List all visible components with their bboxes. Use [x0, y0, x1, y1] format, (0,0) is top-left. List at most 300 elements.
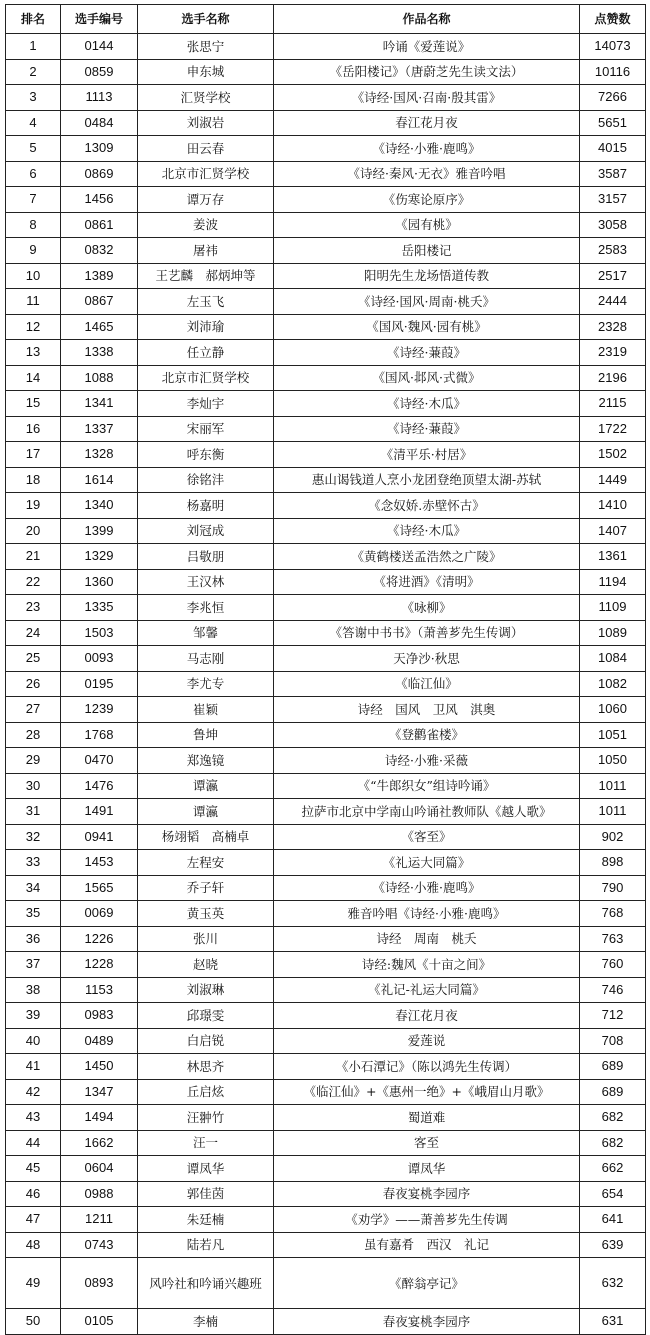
work-title-cell: 《诗经·秦风·无衣》雅音吟唱: [274, 161, 580, 187]
work-title-cell: 《诗经·蒹葭》: [274, 340, 580, 366]
work-title-cell: 《岳阳楼记》（唐蔚芝先生读文法）: [274, 59, 580, 85]
work-title-cell: 天净沙·秋思: [274, 646, 580, 672]
likes-count-cell: 2517: [580, 263, 646, 289]
table-row: [6, 569, 646, 595]
likes-count-cell: 763: [580, 926, 646, 952]
contestant-id-cell: 1329: [61, 544, 138, 570]
work-title-cell: 《答谢中书书》（萧善芗先生传调）: [274, 620, 580, 646]
contestant-name-cell: 马志刚: [138, 646, 274, 672]
table-row: [6, 314, 646, 340]
rank-cell: 7: [6, 187, 61, 213]
rank-cell: 27: [6, 697, 61, 723]
work-title-cell: 《黄鹤楼送孟浩然之广陵》: [274, 544, 580, 570]
rank-cell: 24: [6, 620, 61, 646]
rank-cell: 20: [6, 518, 61, 544]
work-title-cell: 春夜宴桃李园序: [274, 1309, 580, 1335]
table-row: [6, 85, 646, 111]
work-title-cell: 《将进酒》《清明》: [274, 569, 580, 595]
table-row: [6, 263, 646, 289]
rank-cell: 23: [6, 595, 61, 621]
table-row: [6, 1232, 646, 1258]
contestant-id-cell: 0069: [61, 901, 138, 927]
rank-cell: 25: [6, 646, 61, 672]
work-title-cell: 《国风·邶风·式微》: [274, 365, 580, 391]
table-row: [6, 748, 646, 774]
contestant-id-cell: 1476: [61, 773, 138, 799]
contestant-id-cell: 0489: [61, 1028, 138, 1054]
work-title-cell: 春江花月夜: [274, 1003, 580, 1029]
contestant-id-cell: 1465: [61, 314, 138, 340]
contestant-id-cell: 0941: [61, 824, 138, 850]
table-row: [6, 595, 646, 621]
likes-count-cell: 746: [580, 977, 646, 1003]
rank-cell: 33: [6, 850, 61, 876]
contestant-name-cell: 李兆恒: [138, 595, 274, 621]
contestant-id-cell: 0484: [61, 110, 138, 136]
likes-count-cell: 1060: [580, 697, 646, 723]
table-row: [6, 697, 646, 723]
rank-cell: 28: [6, 722, 61, 748]
likes-count-cell: 7266: [580, 85, 646, 111]
rank-cell: 21: [6, 544, 61, 570]
rank-cell: 22: [6, 569, 61, 595]
contestant-name-cell: 杨嘉明: [138, 493, 274, 519]
likes-count-cell: 712: [580, 1003, 646, 1029]
contestant-id-cell: 1341: [61, 391, 138, 417]
work-title-cell: 《登鹳雀楼》: [274, 722, 580, 748]
likes-count-cell: 1011: [580, 799, 646, 825]
contestant-id-cell: 1491: [61, 799, 138, 825]
contestant-id-cell: 1328: [61, 442, 138, 468]
header-rank: 排名: [6, 5, 61, 34]
contestant-id-cell: 1226: [61, 926, 138, 952]
rank-cell: 44: [6, 1130, 61, 1156]
work-title-cell: 《念奴娇.赤壁怀古》: [274, 493, 580, 519]
likes-count-cell: 768: [580, 901, 646, 927]
rank-cell: 47: [6, 1207, 61, 1233]
work-title-cell: 《国风·魏风·园有桃》: [274, 314, 580, 340]
contestant-name-cell: 郭佳茵: [138, 1181, 274, 1207]
contestant-id-cell: 1309: [61, 136, 138, 162]
table-row: [6, 1181, 646, 1207]
rank-cell: 4: [6, 110, 61, 136]
work-title-cell: 诗经·小雅·采薇: [274, 748, 580, 774]
likes-count-cell: 898: [580, 850, 646, 876]
rank-cell: 32: [6, 824, 61, 850]
contestant-name-cell: 鲁坤: [138, 722, 274, 748]
header-work-title: 作品名称: [274, 5, 580, 34]
table-row: [6, 391, 646, 417]
rank-cell: 35: [6, 901, 61, 927]
work-title-cell: 诗经:魏风《十亩之间》: [274, 952, 580, 978]
table-row: [6, 161, 646, 187]
rank-cell: 45: [6, 1156, 61, 1182]
likes-count-cell: 1194: [580, 569, 646, 595]
table-row: [6, 646, 646, 672]
contestant-name-cell: 任立静: [138, 340, 274, 366]
contestant-name-cell: 王汉林: [138, 569, 274, 595]
contestant-name-cell: 风吟社和吟诵兴趣班: [138, 1258, 274, 1309]
likes-count-cell: 5651: [580, 110, 646, 136]
contestant-id-cell: 1340: [61, 493, 138, 519]
likes-count-cell: 1410: [580, 493, 646, 519]
ranking-table: [5, 4, 646, 1335]
work-title-cell: 《伤寒论原序》: [274, 187, 580, 213]
work-title-cell: 《礼记-礼运大同篇》: [274, 977, 580, 1003]
contestant-name-cell: 李楠: [138, 1309, 274, 1335]
rank-cell: 38: [6, 977, 61, 1003]
work-title-cell: 《劝学》——萧善芗先生传调: [274, 1207, 580, 1233]
work-title-cell: 《诗经·木瓜》: [274, 518, 580, 544]
likes-count-cell: 1502: [580, 442, 646, 468]
contestant-id-cell: 0093: [61, 646, 138, 672]
table-row: [6, 136, 646, 162]
rank-cell: 16: [6, 416, 61, 442]
table-row: [6, 722, 646, 748]
rank-cell: 39: [6, 1003, 61, 1029]
contestant-name-cell: 刘淑琳: [138, 977, 274, 1003]
table-row: [6, 773, 646, 799]
contestant-id-cell: 0743: [61, 1232, 138, 1258]
work-title-cell: 《诗经·国风·周南·桃夭》: [274, 289, 580, 315]
likes-count-cell: 10116: [580, 59, 646, 85]
contestant-name-cell: 李灿宇: [138, 391, 274, 417]
table-row: [6, 1054, 646, 1080]
likes-count-cell: 689: [580, 1054, 646, 1080]
rank-cell: 13: [6, 340, 61, 366]
contestant-id-cell: 0861: [61, 212, 138, 238]
rank-cell: 3: [6, 85, 61, 111]
contestant-name-cell: 姜波: [138, 212, 274, 238]
table-row: [6, 493, 646, 519]
contestant-id-cell: 1338: [61, 340, 138, 366]
header-likes: 点赞数: [580, 5, 646, 34]
rank-cell: 31: [6, 799, 61, 825]
contestant-id-cell: 1228: [61, 952, 138, 978]
table-row: [6, 875, 646, 901]
table-row: [6, 110, 646, 136]
contestant-name-cell: 呼东衡: [138, 442, 274, 468]
work-title-cell: 《临江仙》: [274, 671, 580, 697]
contestant-id-cell: 1768: [61, 722, 138, 748]
likes-count-cell: 790: [580, 875, 646, 901]
likes-count-cell: 1089: [580, 620, 646, 646]
rank-cell: 11: [6, 289, 61, 315]
contestant-id-cell: 1662: [61, 1130, 138, 1156]
likes-count-cell: 1051: [580, 722, 646, 748]
work-title-cell: 《诗经·木瓜》: [274, 391, 580, 417]
table-row: [6, 467, 646, 493]
work-title-cell: 蜀道难: [274, 1105, 580, 1131]
likes-count-cell: 2583: [580, 238, 646, 264]
work-title-cell: 《诗经·小雅·鹿鸣》: [274, 136, 580, 162]
table-row: [6, 289, 646, 315]
likes-count-cell: 708: [580, 1028, 646, 1054]
contestant-name-cell: 汪翀竹: [138, 1105, 274, 1131]
likes-count-cell: 639: [580, 1232, 646, 1258]
work-title-cell: 春江花月夜: [274, 110, 580, 136]
contestant-id-cell: 0859: [61, 59, 138, 85]
work-title-cell: 吟诵《爱莲说》: [274, 34, 580, 60]
table-row: [6, 34, 646, 60]
contestant-id-cell: 1614: [61, 467, 138, 493]
work-title-cell: 诗经 周南 桃夭: [274, 926, 580, 952]
contestant-name-cell: 杨翊韬 高楠卓: [138, 824, 274, 850]
likes-count-cell: 3157: [580, 187, 646, 213]
rank-cell: 37: [6, 952, 61, 978]
contestant-id-cell: 0869: [61, 161, 138, 187]
contestant-id-cell: 0604: [61, 1156, 138, 1182]
work-title-cell: 惠山谒钱道人烹小龙团登绝顶望太湖-苏轼: [274, 467, 580, 493]
table-row: [6, 1156, 646, 1182]
table-body: [6, 34, 646, 1335]
rank-cell: 15: [6, 391, 61, 417]
likes-count-cell: 1084: [580, 646, 646, 672]
likes-count-cell: 1011: [580, 773, 646, 799]
table-row: [6, 926, 646, 952]
table-row: [6, 1028, 646, 1054]
contestant-name-cell: 谭瀛: [138, 799, 274, 825]
likes-count-cell: 1722: [580, 416, 646, 442]
table-row: [6, 1003, 646, 1029]
contestant-id-cell: 1503: [61, 620, 138, 646]
rank-cell: 43: [6, 1105, 61, 1131]
table-row: [6, 620, 646, 646]
work-title-cell: 《“牛郎织女”组诗吟诵》: [274, 773, 580, 799]
contestant-name-cell: 崔颖: [138, 697, 274, 723]
contestant-id-cell: 0832: [61, 238, 138, 264]
table-row: [6, 544, 646, 570]
likes-count-cell: 2328: [580, 314, 646, 340]
work-title-cell: 《醉翁亭记》: [274, 1258, 580, 1309]
contestant-name-cell: 黄玉英: [138, 901, 274, 927]
table-row: [6, 1309, 646, 1335]
table-row: [6, 212, 646, 238]
rank-cell: 2: [6, 59, 61, 85]
contestant-name-cell: 田云春: [138, 136, 274, 162]
contestant-name-cell: 邱璟雯: [138, 1003, 274, 1029]
contestant-id-cell: 1453: [61, 850, 138, 876]
rank-cell: 6: [6, 161, 61, 187]
likes-count-cell: 662: [580, 1156, 646, 1182]
contestant-name-cell: 汪一: [138, 1130, 274, 1156]
contestant-id-cell: 1239: [61, 697, 138, 723]
contestant-id-cell: 1565: [61, 875, 138, 901]
rank-cell: 42: [6, 1079, 61, 1105]
rank-cell: 34: [6, 875, 61, 901]
rank-cell: 36: [6, 926, 61, 952]
likes-count-cell: 2444: [580, 289, 646, 315]
contestant-name-cell: 乔子轩: [138, 875, 274, 901]
work-title-cell: 拉萨市北京中学南山吟诵社教师队《越人歌》: [274, 799, 580, 825]
work-title-cell: 爱莲说: [274, 1028, 580, 1054]
table-row: [6, 238, 646, 264]
contestant-id-cell: 1113: [61, 85, 138, 111]
contestant-name-cell: 赵晓: [138, 952, 274, 978]
contestant-name-cell: 汇贤学校: [138, 85, 274, 111]
likes-count-cell: 1361: [580, 544, 646, 570]
likes-count-cell: 14073: [580, 34, 646, 60]
likes-count-cell: 4015: [580, 136, 646, 162]
contestant-id-cell: 0983: [61, 1003, 138, 1029]
contestant-name-cell: 邹馨: [138, 620, 274, 646]
likes-count-cell: 1082: [580, 671, 646, 697]
contestant-name-cell: 陆若凡: [138, 1232, 274, 1258]
work-title-cell: 岳阳楼记: [274, 238, 580, 264]
contestant-name-cell: 朱廷楠: [138, 1207, 274, 1233]
header-row: [6, 5, 646, 34]
rank-cell: 5: [6, 136, 61, 162]
work-title-cell: 客至: [274, 1130, 580, 1156]
contestant-id-cell: 1389: [61, 263, 138, 289]
work-title-cell: 《礼运大同篇》: [274, 850, 580, 876]
contestant-id-cell: 0470: [61, 748, 138, 774]
contestant-name-cell: 谭凤华: [138, 1156, 274, 1182]
contestant-id-cell: 1211: [61, 1207, 138, 1233]
contestant-name-cell: 林思齐: [138, 1054, 274, 1080]
likes-count-cell: 760: [580, 952, 646, 978]
contestant-id-cell: 1337: [61, 416, 138, 442]
table-row: [6, 799, 646, 825]
contestant-name-cell: 白启锐: [138, 1028, 274, 1054]
likes-count-cell: 1050: [580, 748, 646, 774]
table-row: [6, 671, 646, 697]
rank-cell: 19: [6, 493, 61, 519]
contestant-name-cell: 宋丽军: [138, 416, 274, 442]
table-row: [6, 977, 646, 1003]
contestant-id-cell: 0867: [61, 289, 138, 315]
work-title-cell: 《园有桃》: [274, 212, 580, 238]
likes-count-cell: 2319: [580, 340, 646, 366]
contestant-id-cell: 1335: [61, 595, 138, 621]
work-title-cell: 雅音吟唱《诗经·小雅·鹿鸣》: [274, 901, 580, 927]
contestant-name-cell: 屠祎: [138, 238, 274, 264]
likes-count-cell: 631: [580, 1309, 646, 1335]
contestant-id-cell: 1456: [61, 187, 138, 213]
contestant-name-cell: 刘淑岩: [138, 110, 274, 136]
rank-cell: 9: [6, 238, 61, 264]
contestant-name-cell: 郑逸镜: [138, 748, 274, 774]
table-row: [6, 187, 646, 213]
rank-cell: 30: [6, 773, 61, 799]
likes-count-cell: 1109: [580, 595, 646, 621]
rank-cell: 49: [6, 1258, 61, 1309]
rank-cell: 41: [6, 1054, 61, 1080]
rank-cell: 50: [6, 1309, 61, 1335]
likes-count-cell: 632: [580, 1258, 646, 1309]
contestant-id-cell: 1153: [61, 977, 138, 1003]
header-contestant-id: 选手编号: [61, 5, 138, 34]
contestant-id-cell: 0988: [61, 1181, 138, 1207]
contestant-name-cell: 北京市汇贤学校: [138, 365, 274, 391]
table-row: [6, 901, 646, 927]
contestant-name-cell: 李尤专: [138, 671, 274, 697]
contestant-name-cell: 左程安: [138, 850, 274, 876]
work-title-cell: 诗经 国风 卫风 淇奥: [274, 697, 580, 723]
work-title-cell: 《小石潭记》（陈以鸿先生传调）: [274, 1054, 580, 1080]
table-row: [6, 1105, 646, 1131]
work-title-cell: 谭凤华: [274, 1156, 580, 1182]
table-row: [6, 1207, 646, 1233]
contestant-name-cell: 张川: [138, 926, 274, 952]
rank-cell: 48: [6, 1232, 61, 1258]
contestant-name-cell: 张思宁: [138, 34, 274, 60]
contestant-id-cell: 0893: [61, 1258, 138, 1309]
likes-count-cell: 1449: [580, 467, 646, 493]
contestant-name-cell: 刘冠成: [138, 518, 274, 544]
rank-cell: 17: [6, 442, 61, 468]
work-title-cell: 《清平乐·村居》: [274, 442, 580, 468]
contestant-name-cell: 申东城: [138, 59, 274, 85]
likes-count-cell: 654: [580, 1181, 646, 1207]
rank-cell: 26: [6, 671, 61, 697]
table-row: [6, 442, 646, 468]
table-row: [6, 518, 646, 544]
likes-count-cell: 641: [580, 1207, 646, 1233]
rank-cell: 14: [6, 365, 61, 391]
contestant-name-cell: 王艺麟 郝炳坤等: [138, 263, 274, 289]
work-title-cell: 《临江仙》+《惠州一绝》+《峨眉山月歌》: [274, 1079, 580, 1105]
table-row: [6, 850, 646, 876]
contestant-name-cell: 丘启炫: [138, 1079, 274, 1105]
table-row: [6, 340, 646, 366]
likes-count-cell: 3058: [580, 212, 646, 238]
likes-count-cell: 682: [580, 1130, 646, 1156]
rank-cell: 29: [6, 748, 61, 774]
contestant-id-cell: 0105: [61, 1309, 138, 1335]
contestant-name-cell: 谭万存: [138, 187, 274, 213]
contestant-id-cell: 1399: [61, 518, 138, 544]
contestant-id-cell: 1494: [61, 1105, 138, 1131]
table-row: [6, 952, 646, 978]
work-title-cell: 阳明先生龙场悟道传教: [274, 263, 580, 289]
likes-count-cell: 902: [580, 824, 646, 850]
work-title-cell: 《咏柳》: [274, 595, 580, 621]
rank-cell: 8: [6, 212, 61, 238]
likes-count-cell: 2196: [580, 365, 646, 391]
work-title-cell: 《诗经·国风·召南·殷其雷》: [274, 85, 580, 111]
contestant-name-cell: 徐铭沣: [138, 467, 274, 493]
likes-count-cell: 682: [580, 1105, 646, 1131]
work-title-cell: 虽有嘉肴 西汉 礼记: [274, 1232, 580, 1258]
likes-count-cell: 2115: [580, 391, 646, 417]
contestant-name-cell: 左玉飞: [138, 289, 274, 315]
likes-count-cell: 1407: [580, 518, 646, 544]
rank-cell: 12: [6, 314, 61, 340]
contestant-name-cell: 谭瀛: [138, 773, 274, 799]
table-row: [6, 365, 646, 391]
table-row: [6, 59, 646, 85]
contestant-id-cell: 1347: [61, 1079, 138, 1105]
contestant-name-cell: 北京市汇贤学校: [138, 161, 274, 187]
likes-count-cell: 3587: [580, 161, 646, 187]
rank-cell: 10: [6, 263, 61, 289]
table-header: [6, 5, 646, 34]
contestant-id-cell: 1450: [61, 1054, 138, 1080]
work-title-cell: 《诗经·小雅·鹿鸣》: [274, 875, 580, 901]
contestant-id-cell: 0144: [61, 34, 138, 60]
contestant-name-cell: 吕敬朋: [138, 544, 274, 570]
work-title-cell: 《客至》: [274, 824, 580, 850]
table-row: [6, 824, 646, 850]
table-row: [6, 1258, 646, 1309]
contestant-id-cell: 0195: [61, 671, 138, 697]
table-row: [6, 1079, 646, 1105]
rank-cell: 46: [6, 1181, 61, 1207]
contestant-id-cell: 1360: [61, 569, 138, 595]
header-contestant-name: 选手名称: [138, 5, 274, 34]
rank-cell: 18: [6, 467, 61, 493]
